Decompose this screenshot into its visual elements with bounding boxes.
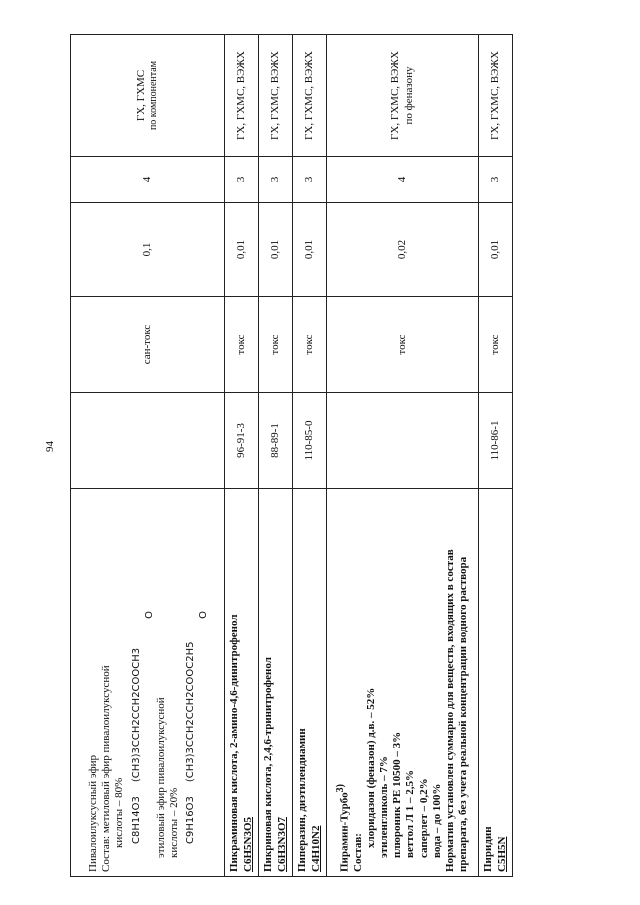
substance-title: Пиперазин, диэтилендиамин — [296, 728, 309, 872]
component-line: саперлет – 0,2% — [417, 778, 430, 858]
method-cell — [327, 35, 479, 157]
cas-cell: 96-91-3 — [225, 393, 259, 489]
table-row — [293, 35, 327, 877]
hazard-class-cell: 3 — [479, 157, 513, 203]
composition-line — [100, 493, 113, 872]
method-note: по компонентам — [148, 60, 160, 131]
cas-cell: 110-86-1 — [479, 393, 513, 489]
substance-cell — [479, 489, 513, 877]
cas-cell: 88-89-1 — [259, 393, 293, 489]
oxo-group-mark: O — [197, 611, 209, 619]
component-line: этиленгликоль – 7% — [377, 756, 390, 858]
value-cell: 0,01 — [479, 203, 513, 297]
method-cell: ГХ, ГХМС, ВЭЖХ — [259, 35, 293, 157]
substance-formula: C5H5N — [495, 836, 508, 872]
hazard-class-cell: 3 — [225, 157, 259, 203]
chemical-formula-row — [185, 493, 197, 872]
molecular-formula: C8H14O3 — [130, 796, 142, 844]
lps-cell: токс — [259, 297, 293, 393]
table-row — [327, 35, 479, 877]
table-row — [259, 35, 293, 877]
method-cell: ГХ, ГХМС, ВЭЖХ — [479, 35, 513, 157]
substance-cell — [225, 489, 259, 877]
component-line: вода – до 100% — [430, 783, 443, 858]
method-cell: ГХ, ГХМС, ВЭЖХ — [293, 35, 327, 157]
composition-label: Состав: — [100, 835, 113, 872]
component-line: хлоридазон (феназон) д.в. – 52% — [364, 687, 377, 848]
component-text: метиловый эфир пивалоилуксусной — [100, 665, 113, 834]
substance-title — [335, 493, 352, 872]
standard-note: Норматив установлен суммарно для веществ, входящих в состав препарата, без учета реальной концентрации водного раствора — [443, 549, 470, 872]
value-cell: 0,01 — [225, 203, 259, 297]
cas-cell: 110-85-0 — [293, 393, 327, 489]
lps-cell: токс — [327, 297, 479, 393]
table-row — [479, 35, 513, 877]
lps-cell: сан-токс — [71, 297, 225, 393]
component-text: кислоты – 80% — [113, 777, 126, 848]
method-text: ГХ, ГХМС, ВЭЖХ — [389, 51, 402, 140]
cas-cell — [71, 393, 225, 489]
substance-title: Пикриновая кислота, 2,4,6-тринитрофенол — [262, 657, 275, 872]
method-text: ГХ, ГХМС — [134, 69, 147, 122]
component-line: веттол Л 1 – 2,5% — [404, 770, 417, 858]
molecular-formula: C9H16O3 — [184, 796, 196, 844]
lps-cell: токс — [479, 297, 513, 393]
substance-table — [70, 34, 513, 877]
chemical-formula-row — [131, 493, 143, 872]
component-text: кислоты – 20% — [167, 787, 180, 858]
value-cell: 0,1 — [71, 203, 225, 297]
component-line: плюроник PE 10500 – 3% — [391, 731, 404, 858]
substance-cell — [259, 489, 293, 877]
substance-title-text: Пирамин-Турбо — [338, 792, 351, 872]
value-cell: 0,01 — [293, 203, 327, 297]
lps-cell: токс — [293, 297, 327, 393]
structural-formula: (CH3)3CCH2CCH2COOC2H5 — [184, 641, 196, 783]
substance-formula: C4H10N2 — [309, 825, 322, 872]
substance-title: Пикраминовая кислота, 2-амино-4,6-динитрофенол — [228, 614, 241, 872]
method-note: по феназону — [402, 66, 415, 125]
value-cell: 0,01 — [259, 203, 293, 297]
structural-formula: (CH3)3CCH2CCH2COOCH3 — [130, 647, 142, 783]
substance-formula: C6H3N3O7 — [275, 817, 288, 872]
lps-cell: токс — [225, 297, 259, 393]
component-text: этиловый эфир пивалоилуксусной — [154, 697, 167, 858]
rotated-page-content — [70, 35, 512, 877]
cas-cell — [327, 393, 479, 489]
method-cell — [71, 35, 225, 157]
substance-cell — [327, 489, 479, 877]
method-cell: ГХ, ГХМС, ВЭЖХ — [225, 35, 259, 157]
hazard-class-cell: 3 — [293, 157, 327, 203]
oxo-group-mark: O — [143, 611, 155, 619]
hazard-class-cell: 4 — [71, 157, 225, 203]
substance-formula: C6H5N3O5 — [241, 817, 254, 872]
page-number: 94 — [44, 441, 56, 452]
table-row — [225, 35, 259, 877]
hazard-class-cell: 3 — [259, 157, 293, 203]
hazard-class-cell: 4 — [327, 157, 479, 203]
substance-cell — [293, 489, 327, 877]
table-row — [71, 35, 225, 877]
substance-title: Пиридин — [482, 826, 495, 872]
substance-cell — [71, 489, 225, 877]
substance-title: Пивалоилуксусный эфир — [87, 755, 100, 872]
value-cell: 0,02 — [327, 203, 479, 297]
footnote-mark: 3) — [334, 784, 346, 793]
composition-label: Состав: — [351, 833, 364, 872]
